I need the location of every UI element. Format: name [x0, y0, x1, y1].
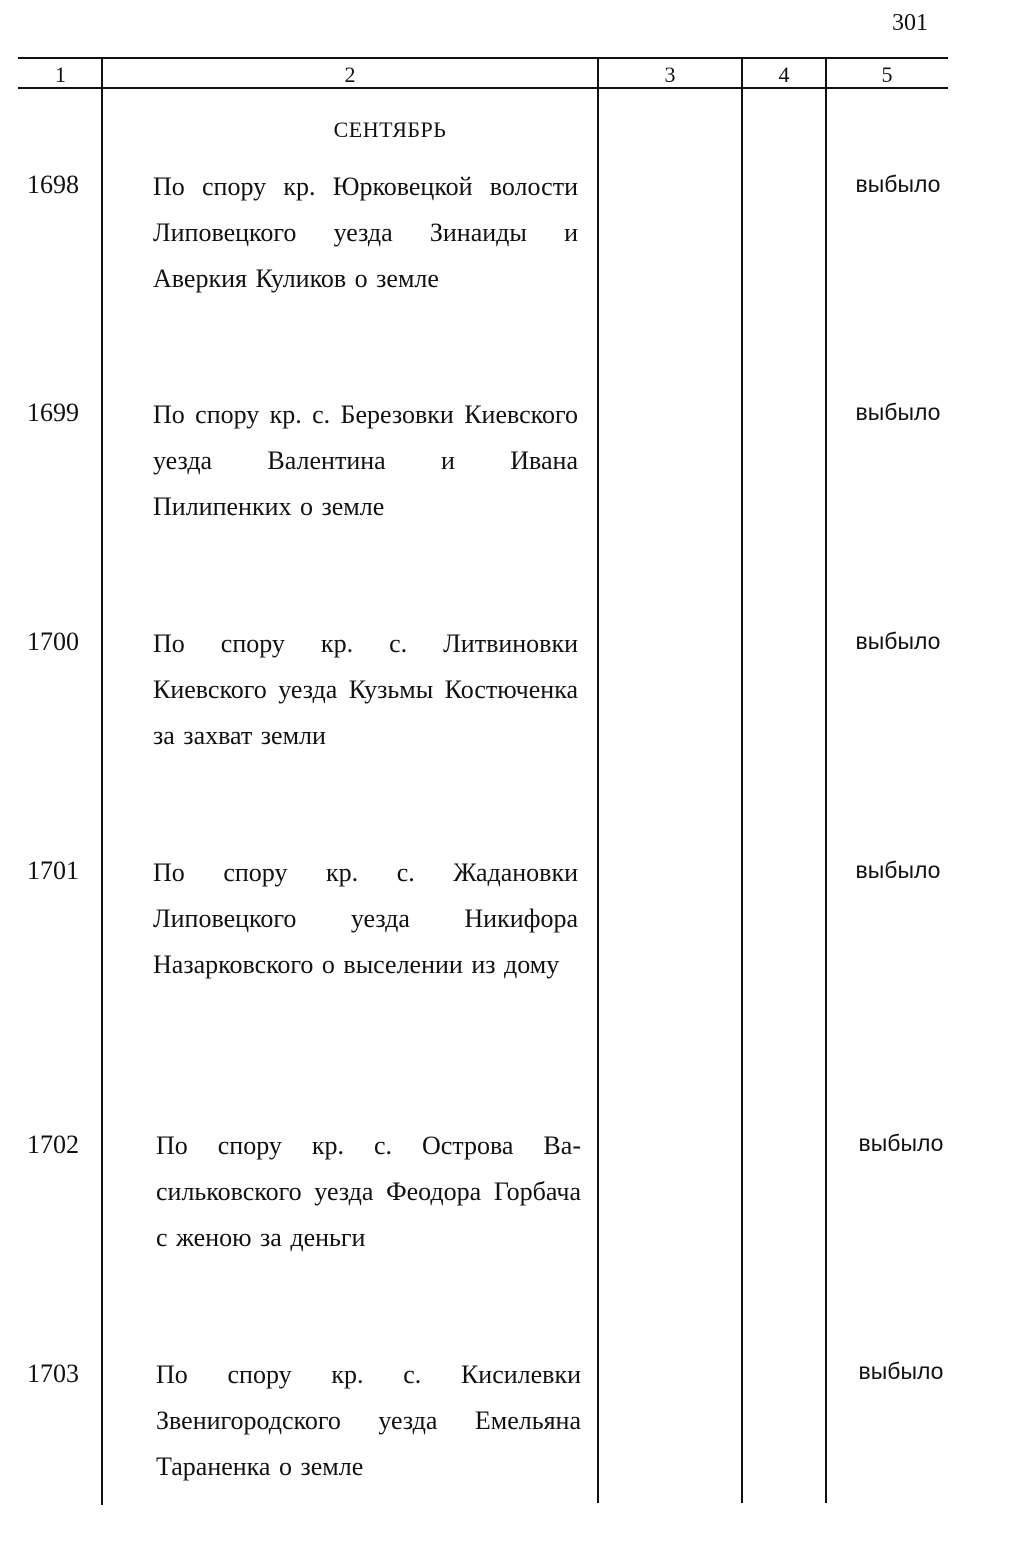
entry-status: выбыло — [858, 1358, 944, 1384]
page-number: 301 — [892, 10, 928, 36]
entry-description: По спору кр. с. Жадановки Липовецкого уезда Никифора Назарковского о выселении из дому — [153, 858, 578, 979]
table-top-rule — [18, 57, 948, 59]
column-header-1: 1 — [55, 62, 66, 87]
entry-number: 1702 — [27, 1130, 79, 1159]
entry-number: 1698 — [27, 170, 79, 199]
entry-status: выбыло — [858, 1130, 944, 1156]
entry-description: По спору кр. с. Кисилевки Звенигородского уезда Емельяна Тараненка о земле — [156, 1360, 581, 1481]
column-header-4: 4 — [778, 62, 790, 87]
entry-number: 1703 — [27, 1359, 79, 1388]
entry-status: выбыло — [855, 857, 941, 883]
entry-number: 1699 — [27, 398, 79, 427]
entry-number: 1701 — [27, 856, 79, 885]
column-divider-2 — [597, 57, 599, 1503]
month-heading: СЕНТЯБРЬ — [333, 117, 447, 142]
entry-description: По спору кр. с. Острова Васильковского уезда Феодора Горбача с женою за деньги — [156, 1131, 581, 1252]
column-divider-1 — [101, 57, 103, 1505]
entry-status: выбыло — [855, 171, 941, 197]
entry-number: 1700 — [27, 627, 79, 656]
entry-description: По спору кр. с. Литвиновки Киевского уезда Кузьмы Костюченка за захват земли — [153, 629, 578, 750]
column-divider-4 — [825, 57, 827, 1503]
entry-description: По спору кр. с. Березовки Киевского уезда Валентина и Ивана Пилипенких о земле — [153, 400, 578, 521]
entry-description: По спору кр. Юрковецкой волости Липовецкого уезда Зинаиды и Аверкия Куликов о земле — [153, 172, 578, 293]
column-divider-3 — [741, 57, 743, 1503]
entry-status: выбыло — [855, 399, 941, 425]
column-header-3: 3 — [664, 62, 676, 87]
column-header-5: 5 — [881, 62, 893, 87]
column-header-2: 2 — [344, 62, 356, 87]
entry-status: выбыло — [855, 628, 941, 654]
